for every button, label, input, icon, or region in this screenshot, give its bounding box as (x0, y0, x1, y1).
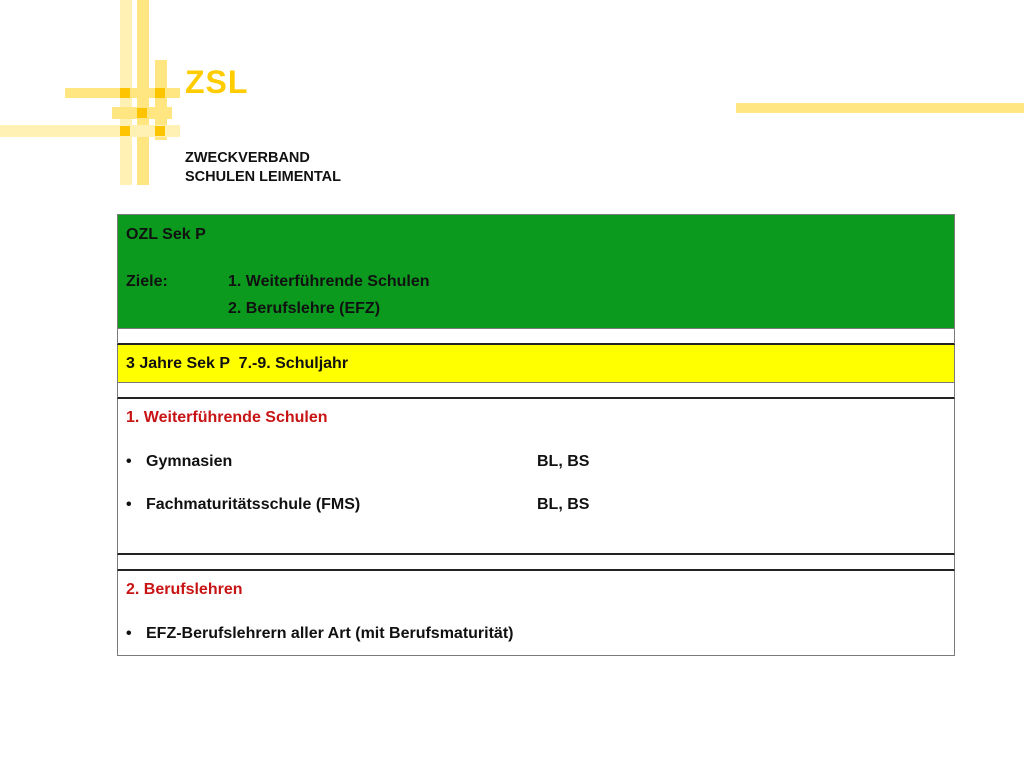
table-spacer (117, 383, 955, 399)
logo-square (120, 126, 130, 136)
goal-item-1: 1. Weiterführende Schulen (228, 273, 430, 290)
logo-square (120, 88, 130, 98)
table-spacer (117, 329, 955, 345)
section-schools (117, 399, 955, 555)
logo-line-1: ZWECKVERBAND (185, 150, 310, 166)
program-table (117, 214, 955, 656)
table-spacer (117, 555, 955, 571)
apprenticeship-item: EFZ-Berufslehrern aller Art (mit Berufsmaturität) (146, 625, 514, 642)
bullet-icon: • (126, 625, 132, 642)
section-apprenticeship (117, 571, 955, 656)
logo-square (155, 88, 165, 98)
bullet-icon: • (126, 496, 132, 513)
school-cantons: BL, BS (537, 496, 590, 513)
goals-label: Ziele: (126, 273, 168, 290)
logo-cross-bar (0, 125, 180, 137)
logo-square (137, 108, 147, 118)
schools-heading: 1. Weiterführende Schulen (126, 409, 328, 426)
duration-text: 3 Jahre Sek P 7.-9. Schuljahr (126, 355, 349, 372)
section-duration (117, 345, 955, 383)
logo-wordmark: ZSL (185, 64, 249, 100)
zsl-logo (0, 0, 360, 190)
school-name: Fachmaturitätsschule (FMS) (146, 496, 361, 513)
goal-item-2: 2. Berufslehre (EFZ) (228, 300, 381, 317)
apprenticeship-heading: 2. Berufslehren (126, 581, 243, 598)
logo-line-2: SCHULEN LEIMENTAL (185, 169, 342, 185)
section-title: OZL Sek P (126, 226, 206, 243)
school-name: Gymnasien (146, 453, 233, 470)
section-ozl-sek-p (117, 214, 955, 329)
logo-square (155, 126, 165, 136)
decorative-bar (736, 103, 1024, 113)
school-cantons: BL, BS (537, 453, 590, 470)
bullet-icon: • (126, 453, 132, 470)
